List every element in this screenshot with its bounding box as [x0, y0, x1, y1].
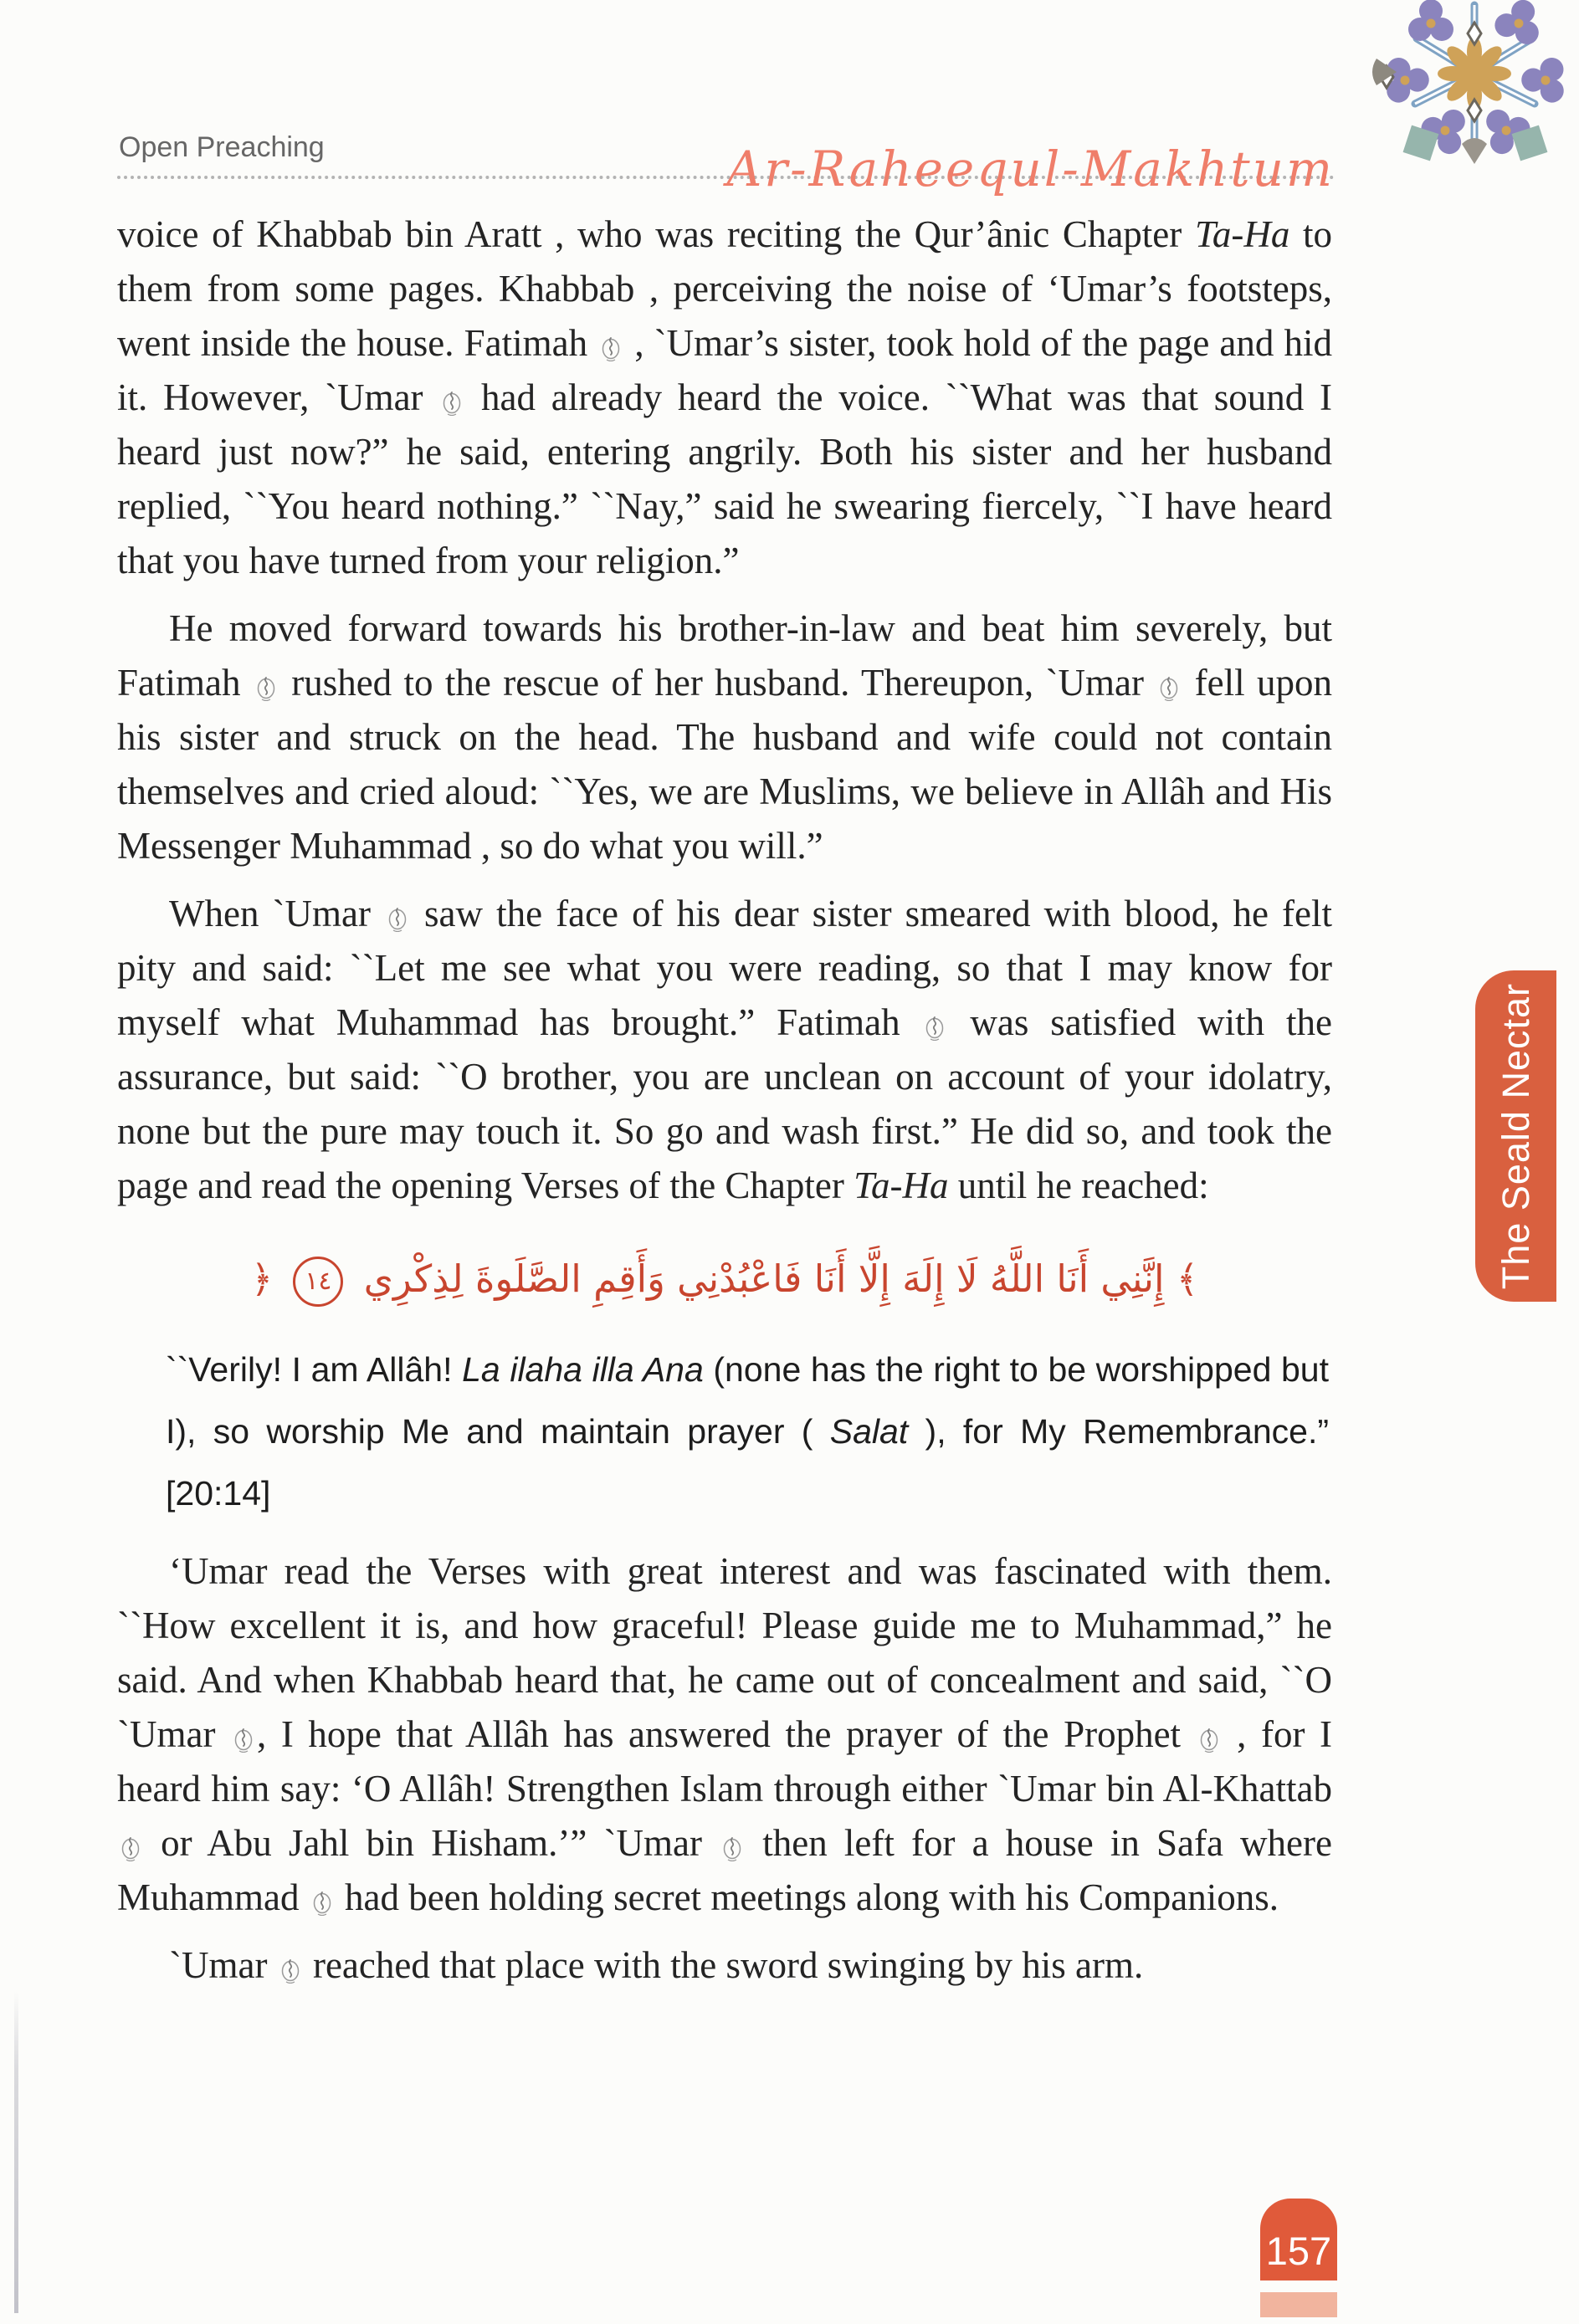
radiallahu-anha-icon [253, 662, 279, 704]
radiallahu-anhu-icon [117, 1822, 144, 1864]
text-segment: ‘Umar read the Verses with great interest and was fascinated with them. ``How excellent it is, and how graceful! Please guide me to Muhammad,” he said. And when Khabbab heard that, he came out of concealment and said, ``O `Umar [117, 1550, 1332, 1755]
text-segment: La ilaha illa Ana [462, 1350, 704, 1389]
text-segment: ﴿ [250, 1257, 285, 1301]
quran-verse-20-14 [117, 1241, 1332, 1317]
sallallahu-alayhi-wasallam-icon [309, 1876, 336, 1918]
text-segment: voice of Khabbab bin Aratt , who was reciting the Qur’ânic Chapter [117, 213, 1195, 255]
paragraph-umar-reached [117, 1938, 1332, 1993]
text-segment: He moved forward towards his brother-in-law and beat him severely, but Fatimah [117, 607, 1332, 704]
verse-number: ١٤ [293, 1257, 343, 1307]
paragraph-umar-read-verses [117, 1544, 1332, 1925]
paragraph-when-umar-saw [117, 887, 1332, 1213]
text-segment: or Abu Jahl bin Hisham.’” `Umar [144, 1822, 720, 1864]
text-segment: ﴾ إِنَّنِي أَنَا اللَّهُ لَا إِلَهَ إِلَّا أَنَا فَاعْبُدْنِي وَأَقِمِ الصَّلَوةَ لِذِكْرِي [351, 1257, 1199, 1301]
text-segment: Ta-Ha [1194, 213, 1290, 255]
text-segment: Salat [829, 1412, 909, 1451]
radiallahu-anhu-icon [719, 1822, 746, 1864]
text-segment: , I hope that Allâh has answered the prayer of the Prophet [257, 1713, 1196, 1755]
radiallahu-anhu-icon [277, 1944, 304, 1986]
radiallahu-anhu-icon [384, 893, 411, 934]
page-number-strip [1260, 2292, 1337, 2317]
text-segment: `Umar [169, 1944, 277, 1986]
text-segment: Ta-Ha [854, 1165, 949, 1206]
radiallahu-anha-icon [597, 322, 624, 364]
radiallahu-anha-icon [921, 1001, 948, 1043]
page-body [117, 207, 1332, 2006]
text-segment: ``Verily! I am Allâh! [166, 1350, 463, 1389]
text-segment: then left for a house in Safa where Muhammad [117, 1822, 1332, 1918]
side-tab-label: The Seald Nectar [1494, 982, 1537, 1290]
text-segment: was satisfied with the assurance, but said: ``O brother, you are unclean on account of your idolatry, none but the pure may touch it. So go and wash first.” He did so, and took the page and read the opening Verses of the Chapter [117, 1001, 1332, 1206]
paragraph-continuation [117, 207, 1332, 588]
text-segment: , for I heard him say: ‘O Allâh! Strengthen Islam through either `Umar bin Al-Khattab [117, 1713, 1333, 1810]
text-segment: to them from some pages. Khabbab , perceiving the noise of ‘Umar’s footsteps, went inside the house. Fatimah [117, 213, 1332, 364]
text-segment: (none has the right to be worshipped but I), so worship Me and maintain prayer ( [166, 1350, 1329, 1451]
radiallahu-anhu-icon [1156, 662, 1182, 704]
text-segment: fell upon his sister and struck on the head. The husband and wife could not contain themselves and cried aloud: ``Yes, we are Muslims, we believe in Allâh and His Messenger Muhammad , so do what you will.” [117, 662, 1332, 867]
radiallahu-anhu-icon [438, 376, 465, 418]
text-segment: saw the face of his dear sister smeared with blood, he felt pity and said: ``Let me see what you were reading, so that I may know for myself what Muhammad has brought.” Fatimah [117, 893, 1332, 1043]
text-segment: rushed to the rescue of her husband. Thereupon, `Umar [279, 662, 1156, 704]
text-segment: until he reached: [948, 1165, 1209, 1206]
text-segment: When `Umar [169, 893, 384, 934]
verse-translation [166, 1339, 1329, 1524]
text-segment: , `Umar’s sister, took hold of the page and hid it. However, `Umar [117, 322, 1332, 418]
page-number-badge [1260, 2199, 1337, 2280]
book-title: Ar-Raheequl-Makhtum [726, 141, 1335, 197]
paragraph-he-moved-forward [117, 601, 1332, 873]
radiallahu-anhu-icon [230, 1713, 257, 1755]
arabesque-ornament-icon [1368, 0, 1579, 164]
page-header [117, 99, 1335, 197]
text-segment: had already heard the voice. ``What was that sound I heard just now?” he said, entering angrily. Both his sister and her husband replied, ``You heard nothing.” ``Nay,” said he swearing fiercely, ``I have heard that you have turned from your religion.” [117, 376, 1332, 581]
left-edge-scan-line [14, 1991, 18, 2313]
section-title: Open Preaching [119, 131, 325, 163]
sallallahu-alayhi-wasallam-icon [1196, 1713, 1223, 1755]
page-number: 157 [1265, 2229, 1332, 2273]
text-segment: reached that place with the sword swinging by his arm. [303, 1944, 1144, 1986]
sealed-nectar-side-tab [1475, 970, 1556, 1302]
text-segment: ), for My Remembrance.” [20:14] [166, 1412, 1329, 1513]
text-segment: had been holding secret meetings along with his Companions. [335, 1876, 1279, 1918]
